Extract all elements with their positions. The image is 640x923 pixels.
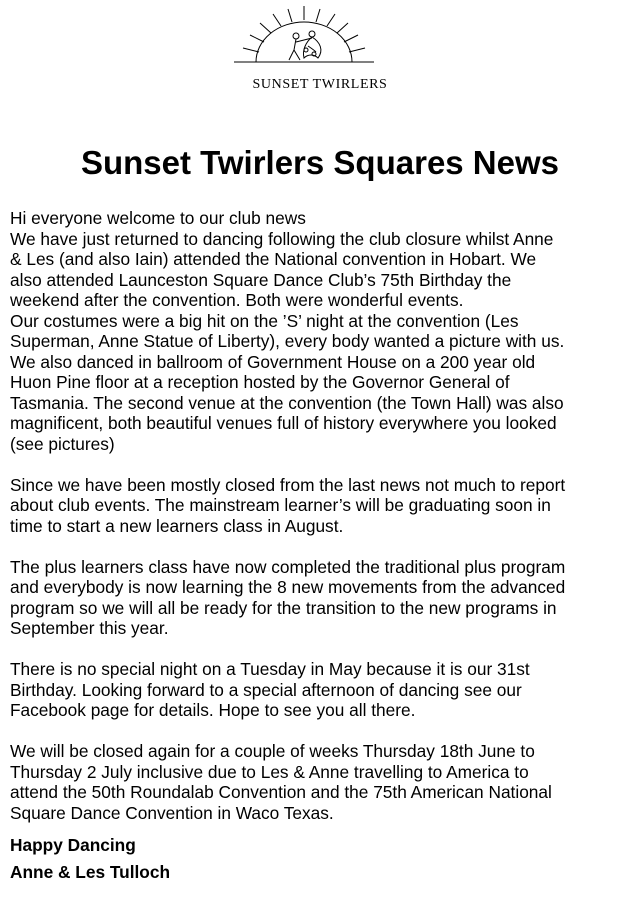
text-line: We also danced in ballroom of Government House on a 200 year old [10,351,536,372]
text-line: attend the 50th Roundalab Convention and the 75th American National [10,782,552,802]
logo-text: SUNSET TWIRLERS [252,77,388,92]
text-line: Birthday. Looking forward to a special afternoon of dancing see our [10,679,522,700]
text-line: Thursday 2 July inclusive due to Les & Anne travelling to America to [10,761,529,782]
newsletter-body [10,208,636,886]
closing: Happy Dancing [10,835,136,855]
text-line: about club events. The mainstream learner’s will be graduating soon in [10,495,551,515]
text-line: We will be closed again for a couple of weeks Thursday 18th June to [10,741,535,761]
signature-block [10,832,636,886]
club-logo [0,0,640,100]
paragraph-2 [10,475,636,537]
text-line: There is no special night on a Tuesday in May because it is our 31st [10,659,530,679]
text-line: Superman, Anne Statue of Liberty), every body wanted a picture with us. [10,331,565,351]
paragraph-3 [10,557,636,639]
sunset-logo-icon [234,6,374,78]
text-line: Our costumes were a big hit on the ’S’ night at the convention (Les [10,310,519,331]
paragraph-1 [10,229,636,455]
text-line: Huon Pine floor at a reception hosted by the Governor General of [10,372,510,392]
text-line: (see pictures) [10,433,115,454]
paragraph-4 [10,659,636,721]
text-line: also attended Launceston Square Dance Club’s 75th Birthday the [10,269,512,290]
page-title: Sunset Twirlers Squares News [80,144,560,181]
text-line: weekend after the convention. Both were wonderful events. [10,290,464,310]
text-line: Facebook page for details. Hope to see you all there. [10,700,416,720]
text-line: & Les (and also Iain) attended the National convention in Hobart. We [10,249,537,269]
text-line: September this year. [10,618,169,638]
paragraph-5 [10,741,636,823]
text-line: program so we will all be ready for the transition to the new programs in [10,597,557,618]
text-line: and everybody is now learning the 8 new movements from the advanced [10,577,566,597]
greeting: Hi everyone welcome to our club news [10,208,306,228]
signature: Anne & Les Tulloch [10,862,171,882]
text-line: time to start a new learners class in August. [10,515,344,536]
text-line: Since we have been mostly closed from the last news not much to report [10,474,566,495]
text-line: Square Dance Convention in Waco Texas. [10,802,334,823]
text-line: magnificent, both beautiful venues full of history everywhere you looked [10,413,557,433]
text-line: We have just returned to dancing following the club closure whilst Anne [10,228,554,249]
text-line: The plus learners class have now completed the traditional plus program [10,556,566,577]
text-line: Tasmania. The second venue at the convention (the Town Hall) was also [10,392,564,413]
